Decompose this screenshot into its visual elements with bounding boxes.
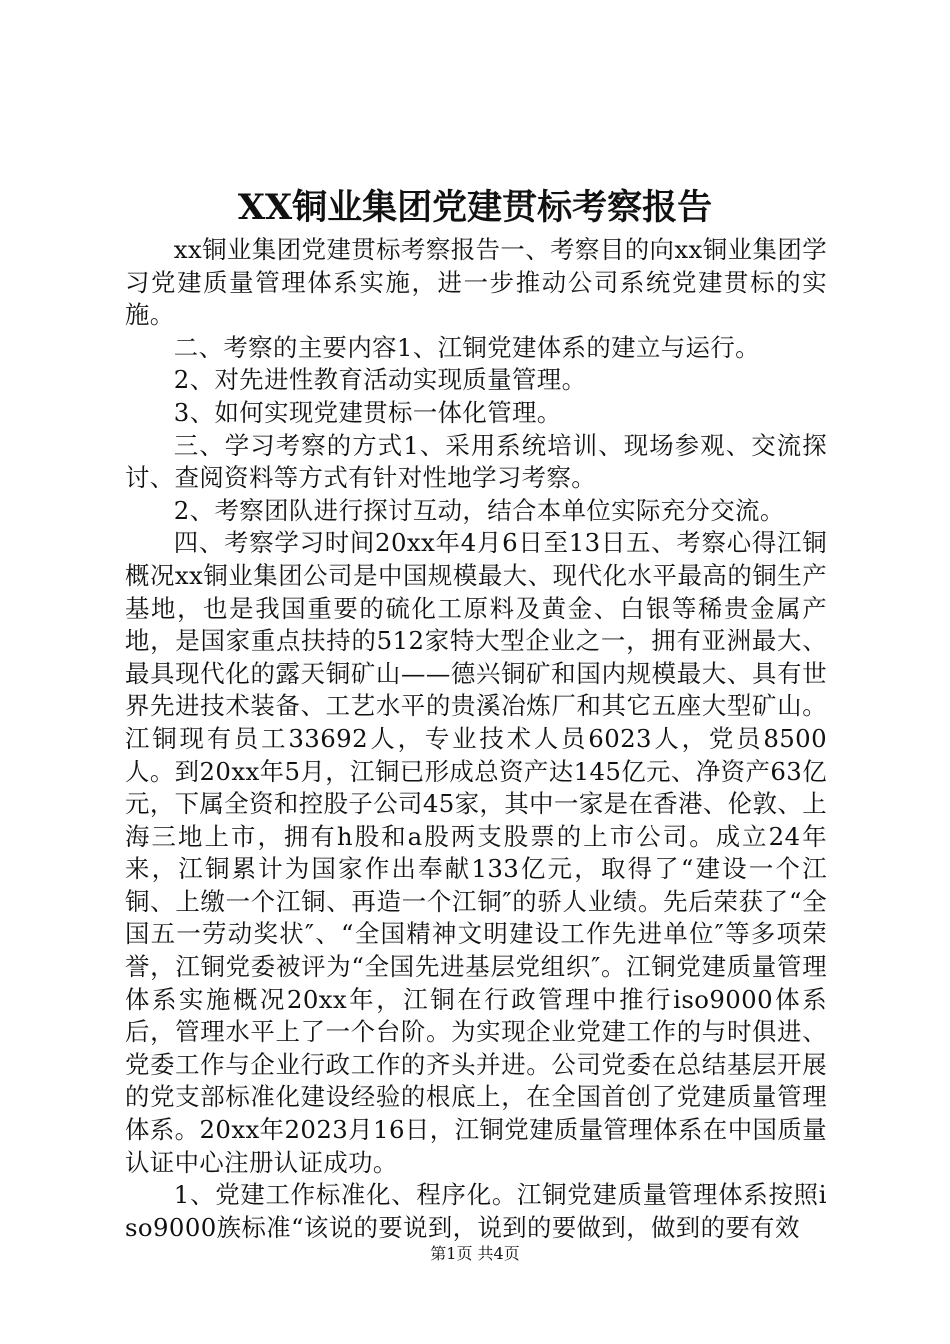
- paragraph: 3、如何实现党建贯标一体化管理。: [173, 397, 562, 427]
- page-footer: 第1页 共4页: [430, 1244, 520, 1263]
- paragraph: xx铜业集团党建贯标考察报告一、考察目的向xx铜业集团学习党建质量管理体系实施，进一步推动公司系统党建贯标的实施。: [125, 235, 827, 330]
- paragraph: 四、考察学习时间20xx年4月6日至13日五、考察心得江铜概况xx铜业集团公司是中国规模最大、现代化水平最高的铜生产基地，也是我国重要的硫化工原料及黄金、白银等稀贵金属产地，是国家重点扶持的512家特大型企业之一，拥有亚洲最大、最具现代化的露天铜矿山——德兴铜矿和国内规模最大、具有世界先进技术装备、工艺水平的贵溪冶炼厂和其它五座大型矿山。江铜现有员工33692人，专业技术人员6023人，党员8500人。到20xx年5月，江铜已形成总资产达145亿元、净资产63亿元，下属全资和控股子公司45家，其中一家是在香港、伦敦、上海三地上市，拥有h股和a股两支股票的上市公司。成立24年来，江铜累计为国家作出奉献133亿元，取得了“建设一个江铜、上缴一个江铜、再造一个江铜″的骄人业绩。先后荣获了“全国五一劳动奖状″、“全国精神文明建设工作先进单位″等多项荣誉，江铜党委被评为“全国先进基层党组织″。江铜党建质量管理体系实施概况20xx年，江铜在行政管理中推行iso9000体系后，管理水平上了一个台阶。为实现企业党建工作的与时俱进、党委工作与企业行政工作的齐头并进。公司党委在总结基层开展的党支部标准化建设经验的根底上，在全国首创了党建质量管理体系。20xx年2023月16日，江铜党建质量管理体系在中国质量认证中心注册认证成功。: [125, 528, 827, 1177]
- paragraph: 二、考察的主要内容1、江铜党建体系的建立与运行。: [173, 332, 760, 362]
- paragraph: 2、对先进性教育活动实现质量管理。: [173, 365, 587, 395]
- paragraph: 三、学习考察的方式1、采用系统培训、现场参观、交流探讨、查阅资料等方式有针对性地学习考察。: [125, 430, 827, 493]
- document-body: [125, 234, 827, 1244]
- document-title: XX铜业集团党建贯标考察报告: [237, 187, 713, 228]
- paragraph: 1、党建工作标准化、程序化。江铜党建质量管理体系按照iso9000族标准“该说的要说到，说到的要做到，做到的要有效: [125, 1180, 827, 1242]
- paragraph: 2、考察团队进行探讨互动，结合本单位实际充分交流。: [173, 495, 785, 525]
